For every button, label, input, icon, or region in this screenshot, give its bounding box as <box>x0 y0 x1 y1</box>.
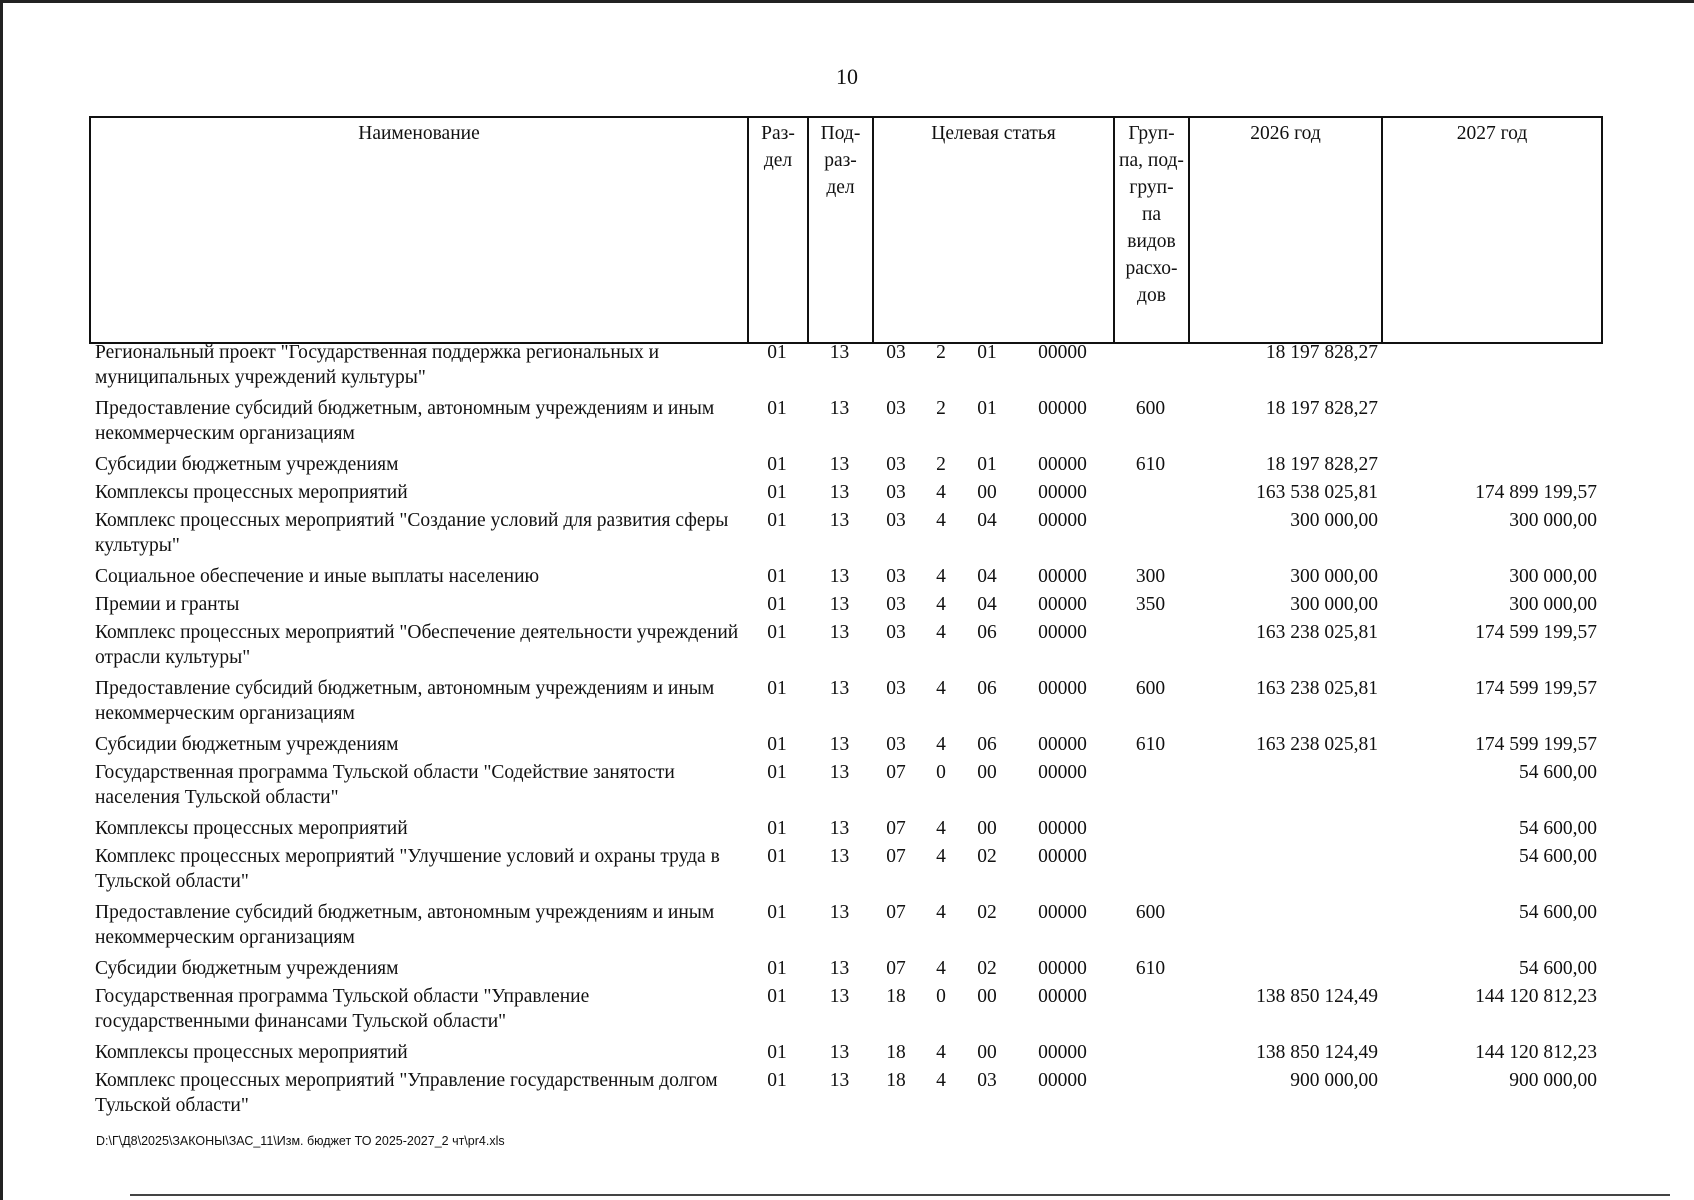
row-target-structure: 01 <box>977 342 997 363</box>
row-target-structure: 01 <box>977 454 997 475</box>
row-target-structure: 00 <box>977 482 997 503</box>
row-target-structure: 04 <box>977 566 997 587</box>
row-target-structure: 02 <box>977 846 997 867</box>
row-subsection: 13 <box>829 566 850 587</box>
row-name: Комплекс процессных мероприятий "Улучшение условий и охраны труда в Тульской области" <box>95 846 720 892</box>
header-year-2027: 2027 год <box>1382 117 1602 343</box>
row-name: Комплексы процессных мероприятий <box>95 482 408 503</box>
row-target-program: 03 <box>886 454 906 475</box>
row-target-structure: 06 <box>977 678 997 699</box>
row-name: Комплекс процессных мероприятий "Создание условий для развития сферы культуры" <box>95 510 729 556</box>
row-amount-2027: 54 600,00 <box>1519 846 1597 867</box>
row-section: 01 <box>767 342 787 363</box>
header-expense-group: Груп- па, под- груп- па видов расхо- дов <box>1114 117 1189 343</box>
row-name: Государственная программа Тульской области "Управление государственными финансами Тульской области" <box>95 986 590 1032</box>
row-amount-2027: 54 600,00 <box>1519 902 1597 923</box>
table-row <box>89 1068 1601 1124</box>
page-border-left <box>0 0 3 1200</box>
row-target-direction: 00000 <box>1038 622 1087 643</box>
row-name: Комплекс процессных мероприятий "Обеспечение деятельности учреждений отрасли культуры" <box>95 622 739 668</box>
row-section: 01 <box>767 622 787 643</box>
row-name: Субсидии бюджетным учреждениям <box>95 958 399 979</box>
row-section: 01 <box>767 846 787 867</box>
row-amount-2026: 300 000,00 <box>1290 594 1378 615</box>
row-subsection: 13 <box>829 818 850 839</box>
row-amount-2026: 163 238 025,81 <box>1256 678 1378 699</box>
row-target-direction: 00000 <box>1038 902 1087 923</box>
row-expense-group: 300 <box>1135 566 1166 587</box>
row-name: Государственная программа Тульской области "Содействие занятости населения Тульской области" <box>95 762 675 808</box>
row-amount-2027: 300 000,00 <box>1509 510 1597 531</box>
row-target-program: 03 <box>886 594 906 615</box>
row-target-type: 4 <box>936 818 946 839</box>
row-target-structure: 03 <box>977 1070 997 1091</box>
table-row <box>89 480 1601 508</box>
row-target-type: 4 <box>936 510 946 531</box>
row-amount-2026: 163 238 025,81 <box>1256 622 1378 643</box>
table-row <box>89 844 1601 900</box>
row-amount-2026: 138 850 124,49 <box>1256 986 1378 1007</box>
row-target-direction: 00000 <box>1038 510 1087 531</box>
row-expense-group: 610 <box>1135 958 1166 979</box>
row-amount-2027: 174 599 199,57 <box>1475 734 1597 755</box>
row-subsection: 13 <box>829 678 850 699</box>
row-section: 01 <box>767 762 787 783</box>
row-name: Предоставление субсидий бюджетным, автономным учреждениям и иным некоммерческим организациям <box>95 398 715 444</box>
row-target-direction: 00000 <box>1038 958 1087 979</box>
row-target-direction: 00000 <box>1038 762 1087 783</box>
row-section: 01 <box>767 482 787 503</box>
row-expense-group: 610 <box>1135 454 1166 475</box>
header-name: Наименование <box>90 117 748 343</box>
row-subsection: 13 <box>829 986 850 1007</box>
row-target-type: 4 <box>936 482 946 503</box>
row-name: Премии и гранты <box>95 594 240 615</box>
row-expense-group: 610 <box>1135 734 1166 755</box>
row-target-structure: 06 <box>977 622 997 643</box>
row-section: 01 <box>767 454 787 475</box>
row-target-type: 4 <box>936 1070 946 1091</box>
table-row <box>89 760 1601 816</box>
page-number: 10 <box>836 64 858 89</box>
row-target-structure: 02 <box>977 902 997 923</box>
row-target-type: 4 <box>936 1042 946 1063</box>
table-row <box>89 732 1601 760</box>
row-target-program: 03 <box>886 482 906 503</box>
row-target-structure: 04 <box>977 594 997 615</box>
row-subsection: 13 <box>829 734 850 755</box>
row-amount-2026: 138 850 124,49 <box>1256 1042 1378 1063</box>
table-row <box>89 900 1601 956</box>
row-section: 01 <box>767 986 787 1007</box>
table-row <box>89 984 1601 1040</box>
row-name: Региональный проект "Государственная поддержка региональных и муниципальных учреждений культуры" <box>95 342 660 388</box>
row-target-type: 4 <box>936 594 946 615</box>
table-body <box>89 340 1601 1124</box>
row-target-direction: 00000 <box>1038 1070 1087 1091</box>
row-target-program: 18 <box>886 1070 906 1091</box>
header-target-article: Целевая статья <box>873 117 1114 343</box>
row-amount-2027: 900 000,00 <box>1509 1070 1597 1091</box>
row-name: Субсидии бюджетным учреждениям <box>95 734 399 755</box>
row-target-direction: 00000 <box>1038 342 1087 363</box>
row-target-structure: 02 <box>977 958 997 979</box>
table-row <box>89 452 1601 480</box>
row-target-structure: 00 <box>977 818 997 839</box>
row-name: Комплексы процессных мероприятий <box>95 1042 408 1063</box>
row-amount-2027: 54 600,00 <box>1519 818 1597 839</box>
row-target-program: 03 <box>886 622 906 643</box>
row-target-program: 18 <box>886 986 906 1007</box>
row-subsection: 13 <box>829 510 850 531</box>
row-amount-2026: 163 538 025,81 <box>1256 482 1378 503</box>
row-target-program: 03 <box>886 398 906 419</box>
row-target-direction: 00000 <box>1038 482 1087 503</box>
row-target-structure: 06 <box>977 734 997 755</box>
row-expense-group: 600 <box>1135 902 1166 923</box>
row-target-direction: 00000 <box>1038 594 1087 615</box>
row-amount-2026: 18 197 828,27 <box>1265 454 1378 475</box>
row-expense-group: 600 <box>1135 678 1166 699</box>
row-section: 01 <box>767 902 787 923</box>
row-section: 01 <box>767 1042 787 1063</box>
row-amount-2026: 18 197 828,27 <box>1265 398 1378 419</box>
row-target-structure: 00 <box>977 762 997 783</box>
row-amount-2026: 300 000,00 <box>1290 566 1378 587</box>
row-target-program: 07 <box>886 902 906 923</box>
page-border-top <box>0 0 1694 3</box>
row-target-structure: 00 <box>977 1042 997 1063</box>
row-target-type: 4 <box>936 566 946 587</box>
table-row <box>89 956 1601 984</box>
row-subsection: 13 <box>829 958 850 979</box>
row-target-direction: 00000 <box>1038 678 1087 699</box>
table-row <box>89 592 1601 620</box>
table-row <box>89 396 1601 452</box>
row-subsection: 13 <box>829 398 850 419</box>
row-target-program: 18 <box>886 1042 906 1063</box>
row-section: 01 <box>767 566 787 587</box>
row-target-program: 07 <box>886 958 906 979</box>
row-amount-2027: 174 899 199,57 <box>1475 482 1597 503</box>
row-section: 01 <box>767 510 787 531</box>
page-border-bottom <box>130 1194 1670 1196</box>
row-target-program: 03 <box>886 678 906 699</box>
table-row <box>89 340 1601 396</box>
row-amount-2026: 300 000,00 <box>1290 510 1378 531</box>
row-target-type: 4 <box>936 902 946 923</box>
row-subsection: 13 <box>829 1042 850 1063</box>
row-target-type: 4 <box>936 622 946 643</box>
row-expense-group: 350 <box>1135 594 1166 615</box>
row-subsection: 13 <box>829 454 850 475</box>
row-subsection: 13 <box>829 762 850 783</box>
row-target-direction: 00000 <box>1038 846 1087 867</box>
table-row <box>89 508 1601 564</box>
row-amount-2027: 174 599 199,57 <box>1475 622 1597 643</box>
row-target-program: 03 <box>886 510 906 531</box>
row-expense-group: 600 <box>1135 398 1166 419</box>
table-row <box>89 816 1601 844</box>
row-target-direction: 00000 <box>1038 454 1087 475</box>
header-section: Раз- дел <box>748 117 808 343</box>
row-target-type: 2 <box>936 454 946 475</box>
row-amount-2027: 54 600,00 <box>1519 762 1597 783</box>
row-subsection: 13 <box>829 342 850 363</box>
row-target-direction: 00000 <box>1038 1042 1087 1063</box>
row-target-structure: 04 <box>977 510 997 531</box>
row-amount-2027: 174 599 199,57 <box>1475 678 1597 699</box>
row-amount-2026: 163 238 025,81 <box>1256 734 1378 755</box>
row-target-direction: 00000 <box>1038 398 1087 419</box>
row-section: 01 <box>767 958 787 979</box>
row-section: 01 <box>767 594 787 615</box>
row-amount-2027: 54 600,00 <box>1519 958 1597 979</box>
row-target-direction: 00000 <box>1038 986 1087 1007</box>
table-row <box>89 1040 1601 1068</box>
row-target-program: 07 <box>886 818 906 839</box>
row-target-type: 4 <box>936 678 946 699</box>
row-target-type: 4 <box>936 846 946 867</box>
row-subsection: 13 <box>829 1070 850 1091</box>
row-amount-2027: 144 120 812,23 <box>1475 986 1597 1007</box>
row-name: Предоставление субсидий бюджетным, автономным учреждениям и иным некоммерческим организациям <box>95 902 715 948</box>
footer-file-path: D:\Г\Д8\2025\ЗАКОНЫ\ЗАС_11\Изм. бюджет ТО 2025-2027_2 чт\pr4.xls <box>96 1134 505 1148</box>
row-name: Социальное обеспечение и иные выплаты населению <box>95 566 540 587</box>
row-target-type: 2 <box>936 342 946 363</box>
row-target-program: 07 <box>886 762 906 783</box>
row-target-type: 0 <box>936 986 946 1007</box>
header-subsection: Под- раз- дел <box>808 117 873 343</box>
row-target-type: 0 <box>936 762 946 783</box>
row-name: Комплексы процессных мероприятий <box>95 818 408 839</box>
row-target-direction: 00000 <box>1038 734 1087 755</box>
row-amount-2026: 900 000,00 <box>1290 1070 1378 1091</box>
row-target-direction: 00000 <box>1038 818 1087 839</box>
row-target-structure: 00 <box>977 986 997 1007</box>
row-target-direction: 00000 <box>1038 566 1087 587</box>
row-section: 01 <box>767 734 787 755</box>
row-name: Предоставление субсидий бюджетным, автономным учреждениям и иным некоммерческим организациям <box>95 678 715 724</box>
table-row <box>89 564 1601 592</box>
row-target-program: 03 <box>886 734 906 755</box>
row-amount-2027: 144 120 812,23 <box>1475 1042 1597 1063</box>
row-subsection: 13 <box>829 482 850 503</box>
row-name: Субсидии бюджетным учреждениям <box>95 454 399 475</box>
row-target-program: 07 <box>886 846 906 867</box>
row-amount-2027: 300 000,00 <box>1509 594 1597 615</box>
row-amount-2027: 300 000,00 <box>1509 566 1597 587</box>
row-section: 01 <box>767 818 787 839</box>
header-year-2026: 2026 год <box>1189 117 1382 343</box>
row-section: 01 <box>767 1070 787 1091</box>
table-row <box>89 620 1601 676</box>
row-target-structure: 01 <box>977 398 997 419</box>
row-subsection: 13 <box>829 902 850 923</box>
row-target-program: 03 <box>886 342 906 363</box>
row-amount-2026: 18 197 828,27 <box>1265 342 1378 363</box>
table-row <box>89 676 1601 732</box>
row-section: 01 <box>767 678 787 699</box>
row-section: 01 <box>767 398 787 419</box>
table-header <box>89 116 1603 344</box>
row-target-type: 4 <box>936 958 946 979</box>
row-target-type: 2 <box>936 398 946 419</box>
row-subsection: 13 <box>829 594 850 615</box>
row-name: Комплекс процессных мероприятий "Управление государственным долгом Тульской области" <box>95 1070 718 1116</box>
row-target-program: 03 <box>886 566 906 587</box>
row-target-type: 4 <box>936 734 946 755</box>
row-subsection: 13 <box>829 846 850 867</box>
row-subsection: 13 <box>829 622 850 643</box>
